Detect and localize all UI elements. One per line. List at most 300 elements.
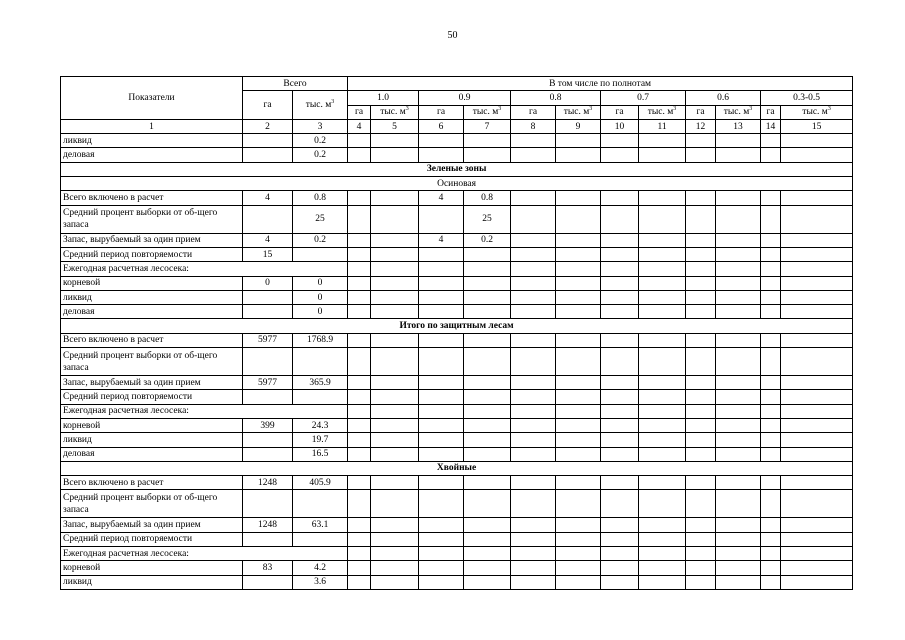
table-cell	[601, 476, 639, 490]
table-cell	[293, 390, 348, 404]
table-cell	[761, 575, 781, 589]
table-cell	[639, 404, 686, 418]
table-cell	[686, 233, 716, 247]
table-cell	[511, 376, 556, 390]
row-label: деловая	[61, 305, 243, 319]
table-cell	[781, 418, 853, 432]
table-cell	[348, 191, 371, 205]
header-total-vol: тыс. $м^3$	[293, 91, 348, 120]
table-cell	[686, 376, 716, 390]
table-cell	[419, 418, 464, 432]
table-cell	[348, 205, 371, 233]
table-cell	[686, 476, 716, 490]
table-cell	[686, 191, 716, 205]
table-cell	[464, 547, 511, 561]
table-cell	[556, 262, 601, 276]
table-cell	[371, 247, 419, 261]
table-cell	[686, 305, 716, 319]
column-number: 14	[761, 119, 781, 133]
table-cell	[639, 348, 686, 376]
table-cell	[243, 205, 293, 233]
table-cell	[761, 233, 781, 247]
table-row	[61, 305, 853, 319]
table-cell	[781, 205, 853, 233]
table-cell	[686, 333, 716, 347]
table-cell	[371, 418, 419, 432]
row-label: Ежегодная расчетная лесосека:	[61, 404, 348, 418]
table-cell	[639, 476, 686, 490]
table-cell: 16.5	[293, 447, 348, 461]
table-cell	[511, 418, 556, 432]
table-cell: 0	[293, 305, 348, 319]
table-cell	[761, 418, 781, 432]
table-cell	[511, 305, 556, 319]
table-cell	[371, 148, 419, 162]
table-cell	[601, 547, 639, 561]
table-cell	[371, 547, 419, 561]
table-cell	[348, 532, 371, 546]
table-cell: 0	[243, 276, 293, 290]
table-row	[61, 404, 853, 418]
table-cell	[686, 490, 716, 518]
table-cell	[348, 404, 371, 418]
table-row	[61, 348, 853, 376]
header-unit-vol: тыс. $м^3$	[639, 105, 686, 119]
table-cell	[686, 276, 716, 290]
table-row	[61, 276, 853, 290]
table-cell	[464, 390, 511, 404]
table-cell	[511, 348, 556, 376]
table-cell: 24.3	[293, 418, 348, 432]
table-cell: 0	[293, 276, 348, 290]
table-cell	[639, 134, 686, 148]
table-row	[61, 191, 853, 205]
table-cell	[716, 348, 761, 376]
table-cell	[639, 290, 686, 304]
column-number: 9	[556, 119, 601, 133]
table-row	[61, 205, 853, 233]
table-cell	[716, 518, 761, 532]
table-cell	[601, 233, 639, 247]
table-cell	[464, 276, 511, 290]
table-cell	[686, 447, 716, 461]
table-cell	[639, 433, 686, 447]
row-label: Запас, вырубаемый за один прием	[61, 376, 243, 390]
table-cell	[419, 532, 464, 546]
table-cell: 25	[293, 205, 348, 233]
table-cell	[761, 547, 781, 561]
table-cell	[464, 333, 511, 347]
header-unit-vol: тыс. $м^3$	[464, 105, 511, 119]
table-cell	[639, 333, 686, 347]
table-cell	[716, 433, 761, 447]
table-row	[61, 134, 853, 148]
table-cell	[601, 134, 639, 148]
table-cell	[348, 418, 371, 432]
table-cell	[781, 262, 853, 276]
table-cell	[243, 490, 293, 518]
row-label: ликвид	[61, 575, 243, 589]
row-label: Средний процент выборки от об-щего запаса	[61, 205, 243, 233]
table-cell	[556, 547, 601, 561]
table-cell	[686, 205, 716, 233]
table-cell	[243, 447, 293, 461]
table-cell	[348, 247, 371, 261]
header-unit-ha: га	[601, 105, 639, 119]
table-cell	[781, 333, 853, 347]
table-cell	[716, 262, 761, 276]
table-cell	[781, 476, 853, 490]
table-cell	[601, 262, 639, 276]
table-cell	[371, 532, 419, 546]
table-row	[61, 162, 853, 176]
table-cell	[371, 490, 419, 518]
table-cell	[761, 532, 781, 546]
table-cell	[601, 191, 639, 205]
table-cell	[511, 262, 556, 276]
table-cell	[761, 276, 781, 290]
table-cell	[556, 290, 601, 304]
table-cell	[371, 333, 419, 347]
column-number: 12	[686, 119, 716, 133]
table-cell	[464, 404, 511, 418]
table-cell	[243, 305, 293, 319]
table-cell	[781, 575, 853, 589]
table-cell	[761, 191, 781, 205]
row-label: деловая	[61, 447, 243, 461]
row-label: корневой	[61, 418, 243, 432]
table-cell	[639, 532, 686, 546]
table-cell	[556, 532, 601, 546]
table-cell	[419, 247, 464, 261]
table-cell: 15	[243, 247, 293, 261]
table-cell	[556, 348, 601, 376]
table-cell	[556, 191, 601, 205]
table-cell	[716, 490, 761, 518]
table-cell	[419, 404, 464, 418]
table-cell	[243, 290, 293, 304]
table-cell: 3.6	[293, 575, 348, 589]
table-cell	[716, 134, 761, 148]
table-cell	[556, 404, 601, 418]
table-cell	[556, 418, 601, 432]
table-cell	[761, 333, 781, 347]
subsection-heading: Осиновая	[61, 177, 853, 191]
table-cell	[511, 290, 556, 304]
table-cell	[716, 404, 761, 418]
table-cell	[511, 476, 556, 490]
table-cell	[686, 390, 716, 404]
table-row	[61, 476, 853, 490]
table-cell	[348, 575, 371, 589]
table-cell: 0.2	[293, 233, 348, 247]
table-cell	[716, 191, 761, 205]
column-number: 13	[716, 119, 761, 133]
table-row	[61, 490, 853, 518]
table-cell	[639, 148, 686, 162]
table-cell	[639, 233, 686, 247]
table-cell	[601, 433, 639, 447]
table-cell	[464, 376, 511, 390]
table-cell	[639, 447, 686, 461]
table-cell	[293, 490, 348, 518]
table-cell	[464, 447, 511, 461]
table-cell	[716, 561, 761, 575]
table-cell	[371, 433, 419, 447]
table-cell	[556, 233, 601, 247]
header-unit-vol: тыс. $м^3$	[716, 105, 761, 119]
table-cell	[716, 575, 761, 589]
table-cell	[601, 348, 639, 376]
table-cell	[716, 205, 761, 233]
table-cell	[511, 148, 556, 162]
table-cell	[243, 575, 293, 589]
row-label: Средний процент выборки от об-щего запаса	[61, 490, 243, 518]
row-label: ликвид	[61, 134, 243, 148]
table-cell	[464, 532, 511, 546]
table-cell	[419, 476, 464, 490]
table-cell	[716, 532, 761, 546]
table-cell	[419, 134, 464, 148]
table-cell	[348, 333, 371, 347]
table-cell: 83	[243, 561, 293, 575]
table-cell	[761, 247, 781, 261]
table-cell	[761, 134, 781, 148]
table-cell	[686, 575, 716, 589]
row-label: Всего включено в расчет	[61, 476, 243, 490]
header-unit-ha: га	[348, 105, 371, 119]
table-cell	[511, 233, 556, 247]
section-heading: Хвойные	[61, 461, 853, 475]
table-cell	[556, 333, 601, 347]
table-cell	[639, 518, 686, 532]
table-cell	[761, 348, 781, 376]
table-cell	[781, 433, 853, 447]
table-cell	[371, 305, 419, 319]
table-cell: 0	[293, 290, 348, 304]
table-cell	[686, 532, 716, 546]
table-cell	[464, 148, 511, 162]
table-cell	[511, 247, 556, 261]
table-cell	[556, 561, 601, 575]
row-label: Средний период повторяемости	[61, 247, 243, 261]
table-row	[61, 518, 853, 532]
table-cell	[601, 376, 639, 390]
table-cell	[601, 276, 639, 290]
header-density: 0.6	[686, 91, 761, 105]
table-row	[61, 290, 853, 304]
table-row	[61, 319, 853, 333]
table-cell	[781, 305, 853, 319]
header-density: 0.3-0.5	[761, 91, 853, 105]
table-cell: 4	[243, 191, 293, 205]
table-cell	[639, 191, 686, 205]
table-cell	[761, 205, 781, 233]
column-number: 2	[243, 119, 293, 133]
table-cell	[601, 561, 639, 575]
row-label: Средний процент выборки от об-щего запаса	[61, 348, 243, 376]
table-cell	[761, 262, 781, 276]
table-cell	[464, 575, 511, 589]
table-cell	[371, 575, 419, 589]
table-row	[61, 547, 853, 561]
table-cell: 4	[243, 233, 293, 247]
table-cell	[781, 561, 853, 575]
column-number: 1	[61, 119, 243, 133]
table-cell	[371, 518, 419, 532]
table-cell: 0.2	[464, 233, 511, 247]
table-cell	[371, 262, 419, 276]
table-cell	[556, 376, 601, 390]
table-cell	[556, 134, 601, 148]
table-cell	[348, 390, 371, 404]
table-cell	[348, 262, 371, 276]
header-total: Всего	[243, 77, 348, 91]
header-density: 1.0	[348, 91, 419, 105]
row-label: Средний период повторяемости	[61, 532, 243, 546]
table-cell	[556, 148, 601, 162]
header-density: 0.8	[511, 91, 601, 105]
table-cell	[348, 290, 371, 304]
table-cell	[781, 390, 853, 404]
header-unit-vol: тыс. $м^3$	[371, 105, 419, 119]
table-cell	[639, 390, 686, 404]
table-cell	[781, 404, 853, 418]
table-cell	[348, 433, 371, 447]
table-cell	[716, 247, 761, 261]
table-cell	[293, 532, 348, 546]
table-cell	[639, 247, 686, 261]
header-unit-ha: га	[686, 105, 716, 119]
table-cell	[601, 205, 639, 233]
column-number: 11	[639, 119, 686, 133]
table-cell	[371, 404, 419, 418]
table-cell	[639, 575, 686, 589]
table-cell	[556, 490, 601, 518]
table-cell	[511, 561, 556, 575]
table-cell	[601, 447, 639, 461]
table-cell	[371, 191, 419, 205]
table-cell	[419, 575, 464, 589]
table-cell	[511, 433, 556, 447]
row-label: корневой	[61, 276, 243, 290]
table-row	[61, 461, 853, 475]
table-cell	[464, 433, 511, 447]
table-cell	[601, 247, 639, 261]
table-cell	[419, 305, 464, 319]
table-cell	[419, 447, 464, 461]
table-cell	[243, 532, 293, 546]
table-cell	[781, 191, 853, 205]
table-cell	[761, 148, 781, 162]
header-density: 0.9	[419, 91, 511, 105]
table-cell	[686, 418, 716, 432]
header-total-ha: га	[243, 91, 293, 120]
table-cell	[348, 476, 371, 490]
table-cell	[639, 276, 686, 290]
section-heading: Зеленые зоны	[61, 162, 853, 176]
table-cell	[639, 561, 686, 575]
table-row	[61, 433, 853, 447]
table-cell	[716, 418, 761, 432]
table-cell	[511, 134, 556, 148]
table-cell	[371, 476, 419, 490]
table-cell	[601, 490, 639, 518]
table-cell	[639, 205, 686, 233]
table-cell: 1768.9	[293, 333, 348, 347]
table-cell	[348, 233, 371, 247]
table-cell	[556, 476, 601, 490]
table-cell	[781, 376, 853, 390]
table-cell	[371, 205, 419, 233]
header-density: 0.7	[601, 91, 686, 105]
table-cell	[639, 547, 686, 561]
table-cell	[371, 348, 419, 376]
table-row	[61, 532, 853, 546]
table-cell: 1248	[243, 476, 293, 490]
table-cell	[781, 276, 853, 290]
table-row	[61, 177, 853, 191]
table-cell	[761, 390, 781, 404]
section-heading: Итого по защитным лесам	[61, 319, 853, 333]
table-cell	[716, 233, 761, 247]
table-cell	[371, 376, 419, 390]
header-indicators: Показатели	[61, 77, 243, 120]
table-row	[61, 333, 853, 347]
table-cell	[419, 290, 464, 304]
table-cell	[348, 305, 371, 319]
table-cell	[464, 476, 511, 490]
table-cell	[293, 247, 348, 261]
table-cell	[761, 305, 781, 319]
table-cell	[419, 518, 464, 532]
table-cell	[601, 333, 639, 347]
table-row	[61, 376, 853, 390]
table-cell	[348, 518, 371, 532]
table-cell	[419, 547, 464, 561]
table-row	[61, 148, 853, 162]
table-cell	[601, 305, 639, 319]
header-unit-vol: тыс. $м^3$	[556, 105, 601, 119]
table-cell	[761, 433, 781, 447]
table-cell	[419, 148, 464, 162]
table-cell: 1248	[243, 518, 293, 532]
table-cell	[243, 134, 293, 148]
table-cell	[371, 290, 419, 304]
table-cell	[243, 390, 293, 404]
table-cell	[686, 262, 716, 276]
table-cell	[419, 205, 464, 233]
row-label: ликвид	[61, 290, 243, 304]
table-cell	[556, 305, 601, 319]
table-cell: 5977	[243, 376, 293, 390]
table-cell	[686, 404, 716, 418]
table-cell	[511, 447, 556, 461]
table-cell	[511, 333, 556, 347]
table-cell	[761, 404, 781, 418]
row-label: Всего включено в расчет	[61, 191, 243, 205]
table-cell	[686, 547, 716, 561]
row-label: Запас, вырубаемый за один прием	[61, 233, 243, 247]
table-cell	[781, 134, 853, 148]
table-cell	[601, 518, 639, 532]
table-cell	[686, 518, 716, 532]
column-number: 5	[371, 119, 419, 133]
table-cell: 19.7	[293, 433, 348, 447]
table-cell	[716, 333, 761, 347]
table-cell	[464, 418, 511, 432]
column-number: 10	[601, 119, 639, 133]
